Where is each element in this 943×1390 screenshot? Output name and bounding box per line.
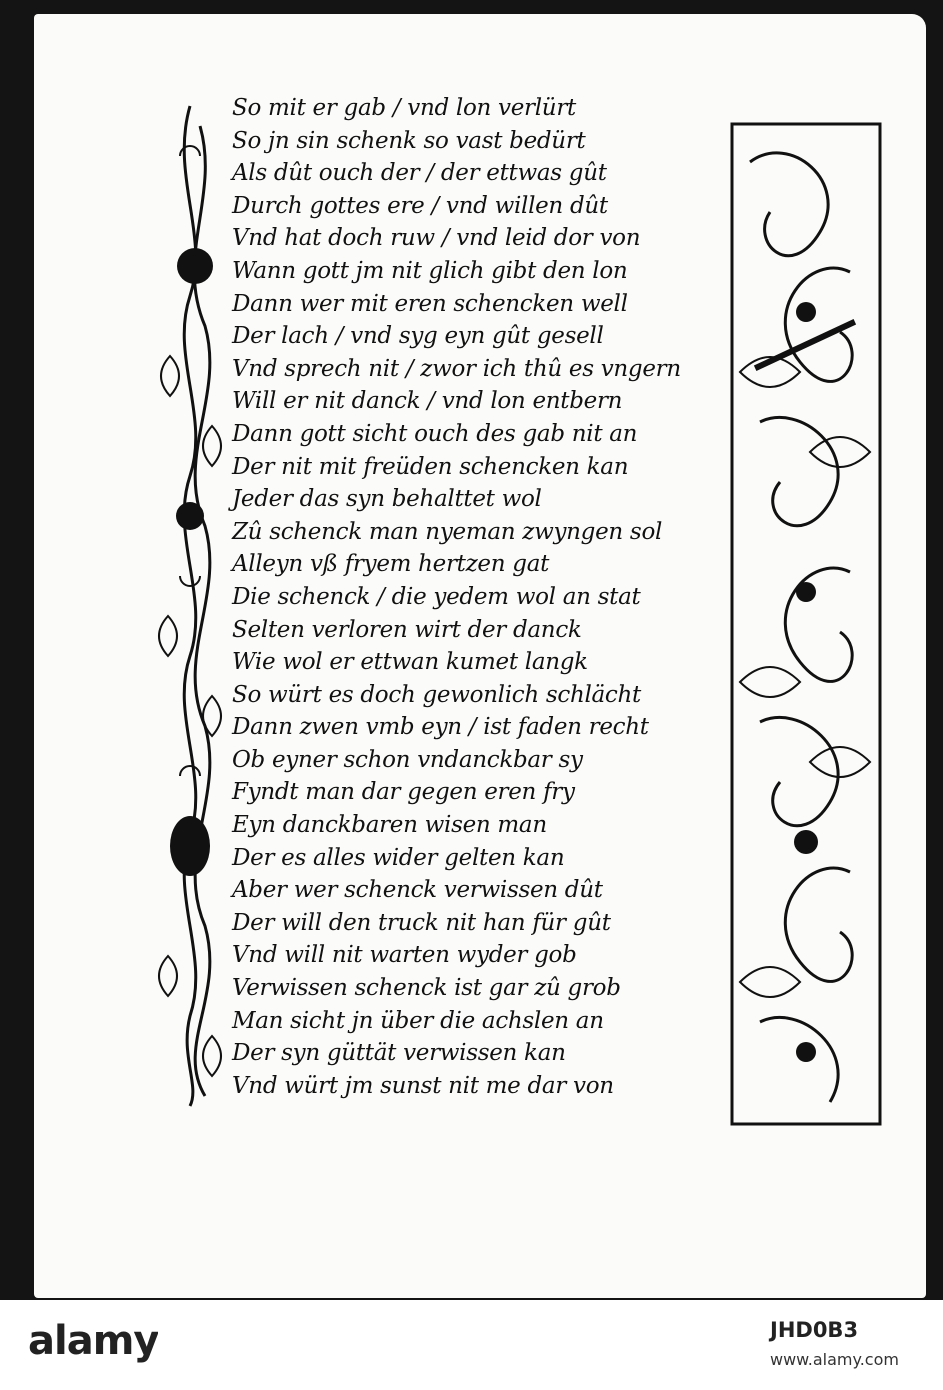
verse-line: Vnd hat doch ruw / vnd leid dor von	[232, 225, 641, 252]
verse-line: Der will den truck nit han für gût	[232, 909, 611, 936]
verse-line: Vnd würt jm sunst nit me dar von	[232, 1072, 614, 1099]
curl	[180, 576, 200, 586]
site-url-label: www.alamy.com	[770, 1350, 899, 1369]
verse-line: Aber wer schenck verwissen dût	[232, 877, 603, 904]
left-floral-border	[150, 96, 230, 1116]
flower-bud	[176, 502, 204, 530]
ornament-dot	[796, 1042, 816, 1062]
verse-line: So jn sin schenk so vast bedürt	[232, 127, 586, 154]
verse-line: Vnd sprech nit / zwor ich thû es vngern	[232, 355, 681, 382]
leaf	[161, 356, 179, 396]
verse-line: Alleyn vß fryem hertzen gat	[232, 551, 550, 578]
leaf	[203, 426, 221, 466]
flower-bud	[177, 248, 213, 284]
ornament-dot	[796, 582, 816, 602]
verse-line: Eyn danckbaren wisen man	[232, 812, 547, 839]
verse-line: Verwissen schenck ist gar zû grob	[232, 975, 621, 1002]
verse-line: Wie wol er ettwan kumet langk	[232, 649, 588, 676]
verse-line: Selten verloren wirt der danck	[232, 616, 582, 643]
verse-line: Der nit mit freüden schencken kan	[232, 453, 629, 480]
verse-line: Fyndt man dar gegen eren fry	[232, 779, 575, 806]
flower-bud	[170, 816, 210, 876]
ornament-dot	[796, 302, 816, 322]
verse-line: Jeder das syn behalttet wol	[232, 486, 542, 513]
verse-line: Die schenck / die yedem wol an stat	[232, 583, 641, 610]
image-id-label: JHD0B3	[770, 1318, 859, 1342]
verse-line: So mit er gab / vnd lon verlürt	[232, 95, 576, 121]
verse-line: Will er nit danck / vnd lon entbern	[232, 388, 623, 415]
verse-line: Dann gott sicht ouch des gab nit an	[232, 420, 638, 447]
verse-line: Dann wer mit eren schencken well	[232, 290, 628, 317]
verse-line: Man sicht jn über die achslen an	[232, 1007, 604, 1034]
verse-line: Dann zwen vmb eyn / ist faden recht	[232, 714, 649, 741]
ornament-dot	[794, 830, 818, 854]
svg-text:alamy: alamy	[28, 1318, 158, 1364]
verse-line: Als dût ouch der / der ettwas gût	[232, 160, 607, 187]
verse-line: Der syn güttät verwissen kan	[232, 1040, 566, 1067]
verse-line: Zû schenck man nyeman zwyngen sol	[232, 518, 663, 545]
verse-line: Vnd will nit warten wyder gob	[232, 942, 577, 969]
verse-line: Durch gottes ere / vnd willen dût	[232, 192, 608, 219]
verse-line: Der lach / vnd syg eyn gût gesell	[232, 323, 604, 350]
verse-line: Der es alles wider gelten kan	[232, 844, 565, 871]
leaf	[159, 956, 177, 996]
right-foliate-border	[730, 122, 882, 1126]
verse-line: Ob eyner schon vndanckbar sy	[232, 746, 583, 773]
alamy-logo	[28, 1316, 158, 1368]
border-frame	[732, 124, 880, 1124]
leaf	[159, 616, 177, 656]
leaf	[203, 1036, 221, 1076]
verse-text-block	[232, 92, 681, 1102]
curl	[180, 766, 200, 776]
verse-line: So würt es doch gewonlich schlächt	[232, 681, 641, 708]
verse-line: Wann gott jm nit glich gibt den lon	[232, 257, 628, 284]
